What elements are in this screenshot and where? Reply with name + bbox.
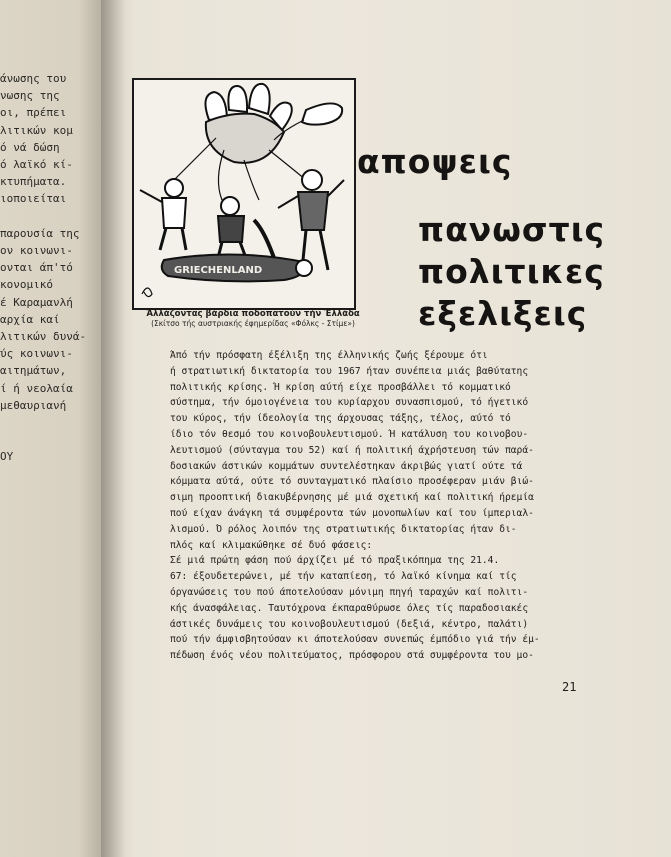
body-line: πολιτικής κρίσης. Ή κρίση αύτή είχε προσβάλλει τό κομματικό	[170, 381, 511, 393]
body-line: του κύρος, τήν ίδεολογία της άρχουσας τάξης, τέλος, αύτό τό	[170, 413, 511, 425]
body-line: δοσιακών άστικών κομμάτων συντελέστηκαν άκριβώς γιατί ούτε τά	[170, 460, 523, 472]
body-line: ίδιο τόν θεσμό του κοινοβουλευτισμού. Ή κατάλυση του κοινοβου-	[170, 428, 529, 440]
caption-title: Άλλάζοντας βάρδια ποδοπατούν τήν Έλλάδα	[146, 309, 360, 319]
body-line: πέδωση ένός νέου πολιτεύματος, πρόσφορου στά συμφέροντα του μο-	[170, 650, 534, 662]
body-line: πού είχαν άνάγκη τά συμφέροντα τών μονοπωλίων καί του ίμπεριαλ-	[170, 507, 534, 519]
left-page-line: άνωσης του	[0, 72, 67, 85]
left-page-line: ό νά δώση	[0, 140, 60, 154]
left-page-line: ΟΥ	[0, 450, 14, 464]
body-line: 67: έξουδετερώνει, μέ τήν καταπίεση, τό λαϊκό κίνημα καί τίς	[170, 571, 517, 583]
left-page-line: λιτικών κομ	[0, 123, 73, 137]
article-body	[170, 350, 590, 666]
cartoon-caption	[133, 309, 373, 328]
left-page-line: αρχία καί	[0, 312, 60, 326]
page-number: 21	[562, 680, 577, 694]
left-page-line: κτυπήματα.	[0, 175, 67, 189]
left-page-line: ί ή νεολαία	[0, 381, 73, 395]
cartoon-label: GRIECHENLAND	[174, 265, 263, 276]
body-line: κόμματα αύτά, ούτε τό συνταγματικό πλαίσιο προσέφεραν μιάν βιώ-	[170, 476, 534, 488]
body-line: όργανώσεις του πού άποτελούσαν μόνιμη πηγή ταραχών καί πολιτι-	[170, 586, 529, 598]
body-line: κής άνασφάλειας. Ταυτόχρονα έκπαραθύρωσε όλες τίς παραδοσιακές	[170, 602, 529, 614]
political-cartoon	[132, 78, 356, 310]
left-page-line: έ Καραμανλή	[0, 295, 73, 309]
left-page-line: ύς κοινωνι-	[0, 347, 73, 361]
left-page-line: ονται άπ'τό	[0, 261, 73, 275]
body-line: πλός καί κλιμακώθηκε σέ δυό φάσεις:	[170, 539, 373, 551]
body-line: σιμη προοπτική διακυβέρνησης μέ μιά σχετική καί πολιτική ήρεμία	[170, 492, 534, 504]
left-page-line: νωσης της	[0, 89, 60, 103]
left-page-line: οι, πρέπει	[0, 106, 67, 120]
left-page-line: ιοποιείται	[0, 192, 67, 206]
body-line: λισμού. Ό ρόλος λοιπόν της στρατιωτικής δικτατορίας ήταν δι-	[170, 523, 517, 535]
caption-source: (Σκίτσο τής αυστριακής έφημερίδας «Φόλκς - Στίμε»)	[151, 319, 355, 328]
left-page-line: λιτικών δυνά-	[0, 330, 87, 343]
body-line: πού τήν άμφισβητούσαν κι άποτελούσαν συνεπώς έμπόδιο γιά τήν έμ-	[170, 634, 540, 646]
left-page-line: παρουσία της	[0, 226, 80, 240]
body-line: σύστημα, τήν όμοιογένεια του κυρίαρχου συνασπισμού, τό ήγετικό	[170, 397, 529, 409]
left-page-line: ον κοινωνι-	[0, 244, 73, 257]
body-line: Άπό τήν πρόσφατη έξέλιξη της έλληνικής ζωής ξέρουμε ότι	[170, 350, 488, 361]
left-page-line: μεθαυριανή	[0, 398, 67, 412]
heading-panostis: πανωστις	[418, 210, 606, 249]
left-page-line: κονομικό	[0, 278, 53, 292]
left-page-line: ό λαϊκό κί-	[0, 158, 73, 171]
body-line: Σέ μιά πρώτη φάση πού άρχίζει μέ τό πραξικόπημα της 21.4.	[170, 555, 500, 567]
heading-exelixeis: εξελιξεις	[418, 294, 588, 333]
left-facing-page	[0, 0, 112, 857]
body-line: άστικές δυνάμεις του κοινοβουλευτισμού (δεξιά, κέντρο, παλάτι)	[170, 618, 529, 630]
left-page-line: αιτημάτων,	[0, 364, 67, 378]
page-gutter-shadow	[101, 0, 125, 857]
body-line: λευτισμού (σύνταγμα του 52) καί ή πολιτική άχρήστευση τών παρά-	[170, 444, 534, 456]
heading-apopseis: αποψεις	[357, 142, 513, 181]
heading-politikes: πολιτικες	[418, 252, 605, 291]
cartoon-drawing	[134, 80, 354, 308]
body-line: ή στρατιωτική δικτατορία του 1967 ήταν συνέπεια μιάς βαθύτατης	[170, 365, 529, 377]
